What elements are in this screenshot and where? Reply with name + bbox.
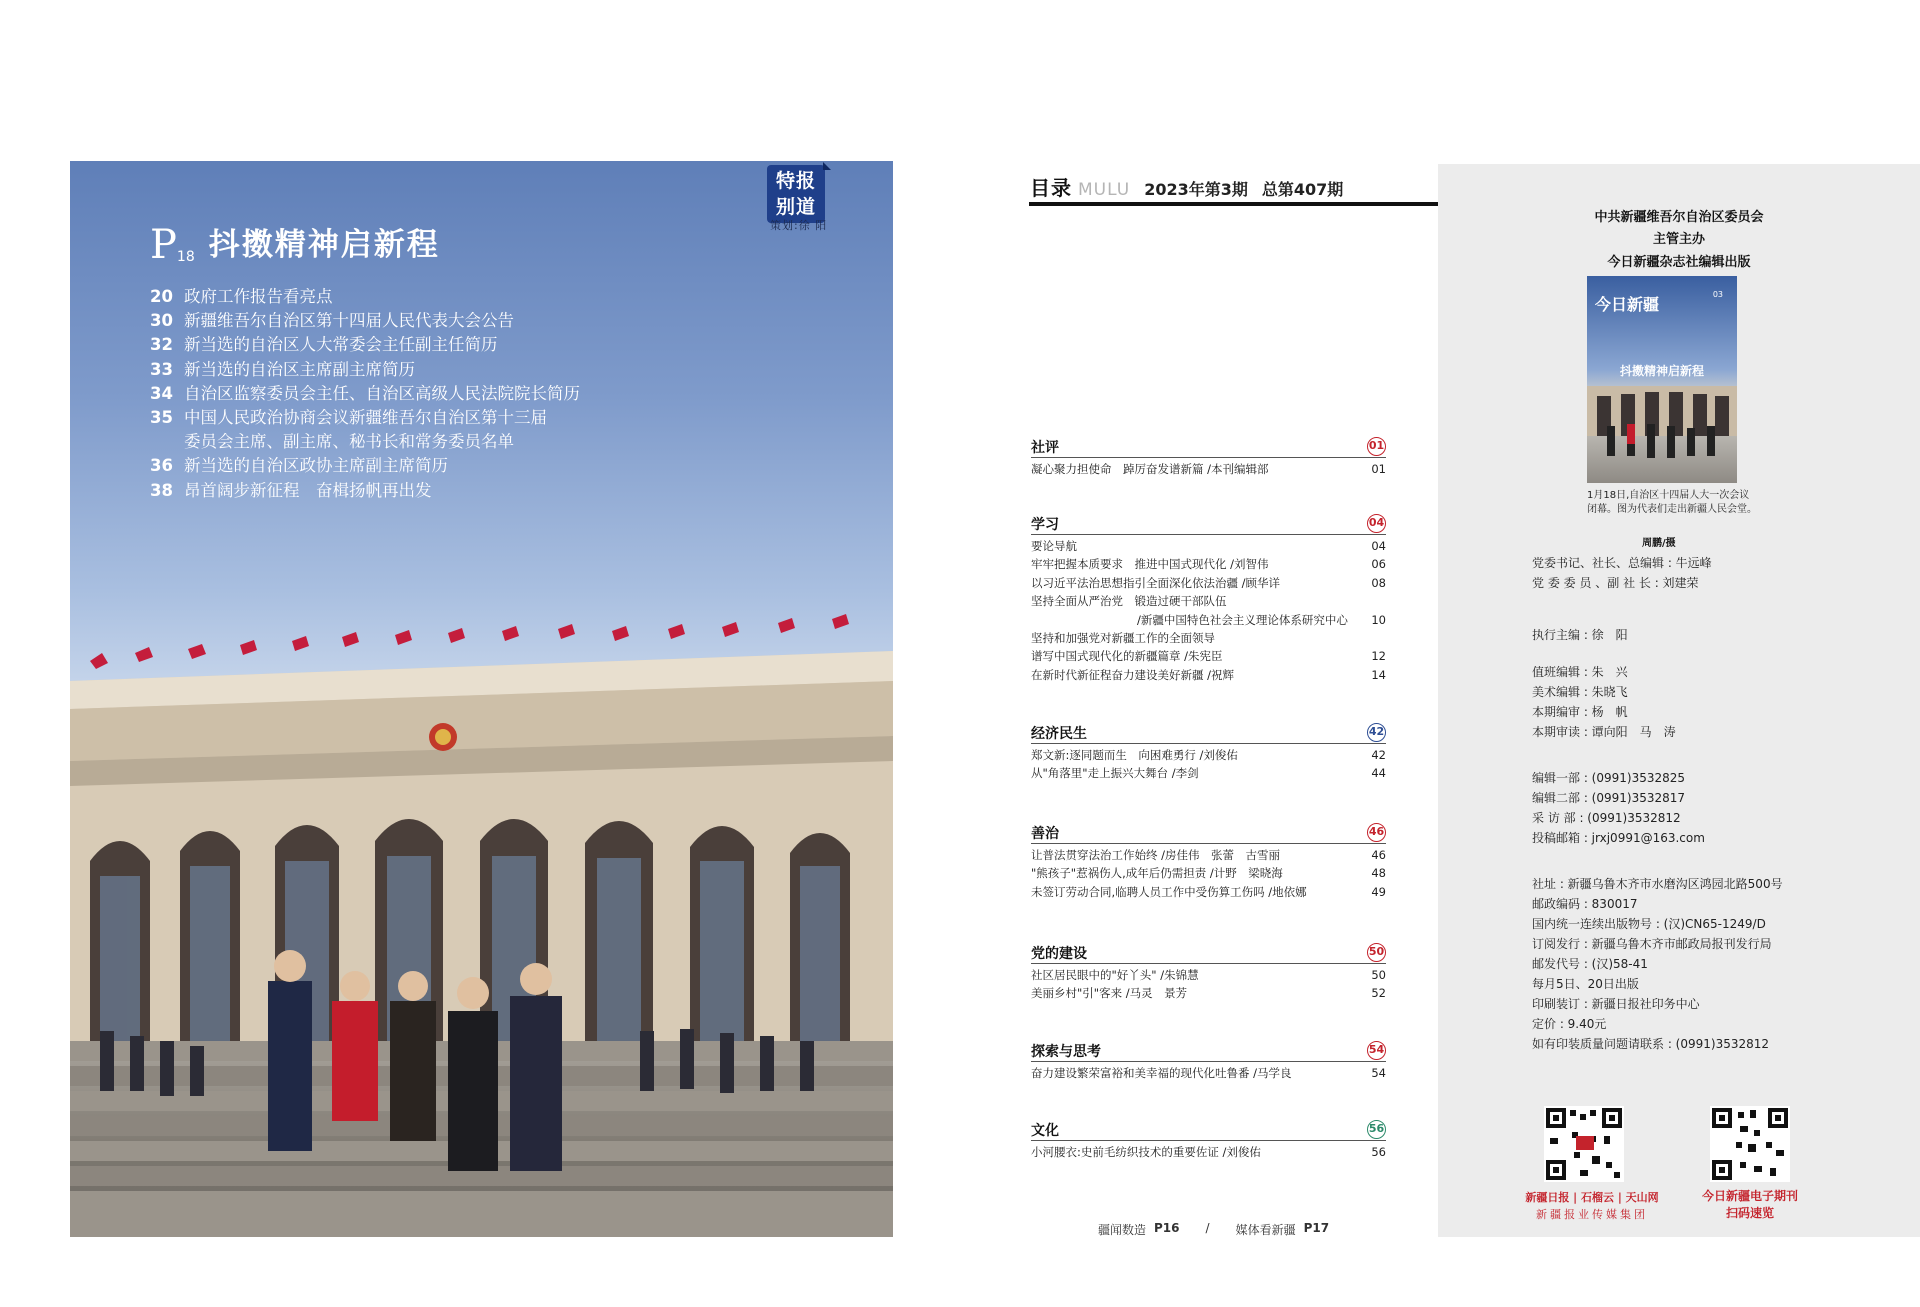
cover-photo xyxy=(1587,276,1737,483)
toc-entry[interactable] xyxy=(1031,537,1386,555)
toc-entry[interactable] xyxy=(1031,574,1386,592)
feature-item-page: 32 xyxy=(150,335,173,355)
section-page-badge: 56 xyxy=(1367,1120,1386,1139)
feature-item-page: 36 xyxy=(150,456,173,476)
qr-code-icon xyxy=(1544,1106,1624,1182)
qr-caption xyxy=(1690,1188,1810,1222)
info-line: 订阅发行 : 新疆乌鲁木齐市邮政局报刊发行局 xyxy=(1532,937,1772,951)
section-name: 学习 xyxy=(1031,516,1059,533)
feature-item-title: 自治区监察委员会主任、自治区高级人民法院院长简历 xyxy=(184,383,580,403)
crosslink-label[interactable]: 媒体看新疆 xyxy=(1235,1223,1296,1237)
issue-number: 2023年第3期 xyxy=(1144,180,1248,199)
toc-entry[interactable] xyxy=(1031,647,1386,665)
cover-magazine-name: 今日新疆 xyxy=(1595,295,1660,314)
badge-line-1: 特报 xyxy=(775,170,816,192)
media-group-logos xyxy=(1512,1189,1672,1223)
info-line: 如有印装质量问题请联系 : (0991)3532812 xyxy=(1532,1037,1770,1051)
feature-item-title: 新当选的自治区人大常委会主任副主任简历 xyxy=(184,335,498,355)
logos-brand-line: 新疆日报 | 石榴云 | 天山网 xyxy=(1525,1191,1659,1204)
section-page-badge: 42 xyxy=(1367,723,1386,742)
feature-item-page: 35 xyxy=(150,408,173,428)
cover-caption: 1月18日,自治区十四届人大一次会议闭幕。图为代表们走出新疆人民会堂。 xyxy=(1587,490,1757,515)
feature-item[interactable] xyxy=(150,309,784,333)
toc-entry-page: 14 xyxy=(1371,667,1386,682)
total-issue-number: 总第407期 xyxy=(1261,180,1344,199)
bottom-crosslinks xyxy=(1098,1221,1329,1238)
toc-entry-title: 郑文新:逐同题而生 向困难勇行 /刘俊佑 xyxy=(1031,748,1238,762)
toc-entry[interactable] xyxy=(1031,966,1386,984)
crosslink-label[interactable]: 疆闻数造 xyxy=(1098,1223,1147,1237)
toc-entry[interactable] xyxy=(1031,883,1386,901)
section-name: 探索与思考 xyxy=(1031,1043,1101,1060)
toc-entry-title: 凝心聚力担使命 踔厉奋发谱新篇 /本刊编辑部 xyxy=(1031,462,1269,476)
toc-entry-title: 要论导航 xyxy=(1031,539,1077,553)
contact-line: 采 访 部 : (0991)3532812 xyxy=(1532,811,1681,825)
qr-code-right[interactable] xyxy=(1710,1106,1790,1182)
section-header[interactable] xyxy=(1031,722,1386,744)
contact-line: 编辑二部 : (0991)3532817 xyxy=(1532,791,1686,805)
logos-group-name: 新疆报业传媒集团 xyxy=(1536,1208,1648,1221)
toc-entry[interactable] xyxy=(1031,629,1386,647)
staff-line: 党委书记、社长、总编辑 : 牛远峰 xyxy=(1532,556,1712,570)
section-header[interactable] xyxy=(1031,1040,1386,1062)
crosslink-page: P16 xyxy=(1154,1221,1180,1235)
section-name: 善治 xyxy=(1031,825,1059,842)
feature-item-title: 新当选的自治区政协主席副主席简历 xyxy=(184,456,448,476)
toc-entry-page: 48 xyxy=(1371,866,1386,881)
feature-item-title: 新当选的自治区主席副主席简历 xyxy=(184,359,415,379)
info-line: 社址 : 新疆乌鲁木齐市水磨沟区鸿园北路500号 xyxy=(1532,877,1783,891)
toc-entry[interactable] xyxy=(1031,592,1386,610)
toc-entry-page: 56 xyxy=(1371,1145,1386,1159)
planner-credit: 策划:徐 阳 xyxy=(770,219,828,232)
toc-entry[interactable] xyxy=(1031,746,1386,764)
toc-entry-page: 46 xyxy=(1371,848,1386,862)
feature-article-list xyxy=(150,285,784,503)
publisher-line-2: 主管主办 xyxy=(1652,232,1705,247)
feature-item[interactable] xyxy=(150,479,784,503)
toc-entry-title: 未签订劳动合同,临聘人员工作中受伤算工伤吗 /地依娜 xyxy=(1031,884,1307,899)
feature-photo xyxy=(70,161,893,1237)
feature-item-page: 34 xyxy=(150,383,173,403)
feature-item-title: 昂首阔步新征程 奋楫扬帆再出发 xyxy=(184,480,432,500)
toc-entry-page: 12 xyxy=(1371,649,1386,664)
toc-entry-title: 在新时代新征程奋力建设美好新疆 /祝辉 xyxy=(1031,667,1235,682)
toc-entry[interactable] xyxy=(1031,666,1386,684)
staff-group-editors xyxy=(1532,662,1676,742)
toc-section-party-building xyxy=(1031,942,1386,1003)
qr-code-icon xyxy=(1710,1106,1790,1182)
staff-line: 本期审读 : 谭向阳 马 涛 xyxy=(1532,725,1676,739)
toc-entry-page xyxy=(1366,629,1386,647)
qr-caption-line-1: 今日新疆电子期刊 xyxy=(1701,1189,1798,1203)
toc-entry-page: 54 xyxy=(1371,1066,1386,1080)
toc-section-editorial xyxy=(1031,436,1386,478)
toc-entry[interactable] xyxy=(1031,764,1386,782)
toc-entry-title: 社区居民眼中的"好丫头" /朱锦慧 xyxy=(1031,968,1199,982)
staff-line: 党 委 委 员 、副 社 长 : 刘建荣 xyxy=(1532,576,1699,590)
photographer-credit: 周鹏/摄 xyxy=(1642,538,1676,549)
publisher-line-3: 今日新疆杂志社编辑出版 xyxy=(1607,255,1751,270)
feature-title: 抖擞精神启新程 xyxy=(208,227,440,263)
toc-header xyxy=(1030,172,1343,201)
staff-group-contacts xyxy=(1532,768,1705,848)
info-line: 邮政编码 : 830017 xyxy=(1532,897,1638,911)
section-page-badge: 01 xyxy=(1367,437,1386,456)
section-page-badge: 04 xyxy=(1367,514,1386,533)
feature-item-title: 政府工作报告看亮点 xyxy=(184,287,333,306)
toc-entry-title: "熊孩子"惹祸伤人,成年后仍需担责 /计野 梁晓海 xyxy=(1031,866,1283,881)
section-name: 文化 xyxy=(1031,1122,1059,1139)
info-line: 印刷装订 : 新疆日报社印务中心 xyxy=(1532,997,1700,1011)
info-line: 定价 : 9.40元 xyxy=(1532,1017,1607,1031)
feature-item-title: 中国人民政治协商会议新疆维吾尔自治区第十三届 xyxy=(184,408,547,428)
contact-line: 编辑一部 : (0991)3532825 xyxy=(1532,771,1686,785)
feature-item-page xyxy=(150,430,184,454)
section-page-badge: 54 xyxy=(1367,1041,1386,1060)
info-line: 邮发代号 : (汉)58-41 xyxy=(1532,957,1648,971)
publisher-line-1: 中共新疆维吾尔自治区委员会 xyxy=(1594,210,1764,225)
feature-item[interactable] xyxy=(150,430,784,454)
toc-entry[interactable] xyxy=(1031,1143,1386,1161)
staff-group-executive xyxy=(1532,625,1628,645)
toc-entry-page: 01 xyxy=(1371,462,1386,476)
toc-entry-title: 从"角落里"走上振兴大舞台 /李剑 xyxy=(1031,766,1199,781)
toc-entry-page: 49 xyxy=(1371,884,1386,899)
special-report-badge xyxy=(767,165,825,223)
toc-entry-page: 42 xyxy=(1371,748,1386,762)
toc-entry-page: 52 xyxy=(1371,986,1386,1001)
feature-heading xyxy=(150,222,440,268)
section-header[interactable] xyxy=(1031,513,1386,535)
section-name: 经济民生 xyxy=(1031,725,1087,742)
crosslink-page: P17 xyxy=(1303,1221,1330,1235)
toc-section-study xyxy=(1031,513,1386,684)
section-page-badge: 50 xyxy=(1367,943,1386,962)
toc-entry[interactable] xyxy=(1031,846,1386,864)
section-header[interactable] xyxy=(1031,942,1386,964)
feature-item[interactable] xyxy=(150,358,784,382)
toc-entry-title: 坚持和加强党对新疆工作的全面领导 xyxy=(1031,631,1215,646)
badge-corner xyxy=(823,162,831,170)
toc-title-latin: MULU xyxy=(1078,180,1131,200)
toc-entry[interactable] xyxy=(1031,611,1386,629)
page-number: 18 xyxy=(176,249,195,265)
page-prefix: P xyxy=(150,222,177,268)
toc-entry-page: 44 xyxy=(1371,766,1386,781)
toc-entry-title: 牢牢把握本质要求 推进中国式现代化 /刘智伟 xyxy=(1031,557,1269,572)
feature-item-page: 33 xyxy=(150,359,173,379)
contact-email[interactable]: 投稿邮箱 : jrxj0991@163.com xyxy=(1532,831,1705,845)
feature-item[interactable] xyxy=(150,454,784,478)
section-page-badge: 46 xyxy=(1367,823,1386,842)
toc-section-culture xyxy=(1031,1119,1386,1161)
toc-entry-page xyxy=(1366,592,1386,610)
crosslink-separator: / xyxy=(1205,1221,1210,1235)
badge-line-2: 别道 xyxy=(775,196,816,218)
section-header[interactable] xyxy=(1031,1119,1386,1141)
toc-section-governance xyxy=(1031,822,1386,901)
section-header[interactable] xyxy=(1031,822,1386,844)
toc-entry-title: 美丽乡村"引"客来 /马灵 景芳 xyxy=(1031,986,1188,1001)
section-header[interactable] xyxy=(1031,436,1386,458)
toc-entry-title: 坚持全面从严治党 锻造过硬干部队伍 xyxy=(1031,594,1227,609)
feature-item[interactable] xyxy=(150,333,784,357)
cover-headline: 抖擞精神启新程 xyxy=(1619,364,1704,378)
info-line: 国内统一连续出版物号 : (汉)CN65-1249/D xyxy=(1532,917,1766,931)
feature-item[interactable] xyxy=(150,285,784,309)
qr-code-left[interactable] xyxy=(1544,1106,1624,1182)
toc-section-economy xyxy=(1031,722,1386,783)
toc-entry-title: 小河腰衣:史前毛纺织技术的重要佐证 /刘俊佑 xyxy=(1031,1145,1261,1159)
toc-entry-page: 04 xyxy=(1371,539,1386,553)
toc-entry-title: /新疆中国特色社会主义理论体系研究中心 xyxy=(1137,612,1348,627)
feature-item-title: 委员会主席、副主席、秘书长和常务委员名单 xyxy=(184,432,514,452)
toc-entry[interactable] xyxy=(1031,460,1386,478)
feature-item[interactable] xyxy=(150,382,784,406)
staff-line: 执行主编 : 徐 阳 xyxy=(1532,628,1628,642)
toc-title: 目录 xyxy=(1030,176,1072,200)
feature-item-title: 新疆维吾尔自治区第十四届人民代表大会公告 xyxy=(184,311,514,331)
staff-group-leadership xyxy=(1532,553,1712,593)
staff-line: 美术编辑 : 朱晓飞 xyxy=(1532,685,1628,699)
section-name: 社评 xyxy=(1031,439,1059,456)
toc-entry[interactable] xyxy=(1031,1064,1386,1082)
qr-caption-line-2: 扫码速览 xyxy=(1725,1206,1774,1220)
toc-section-exploration xyxy=(1031,1040,1386,1082)
toc-entry[interactable] xyxy=(1031,864,1386,882)
feature-item-page: 30 xyxy=(150,311,173,331)
toc-entry-page: 08 xyxy=(1371,575,1386,590)
toc-entry[interactable] xyxy=(1031,555,1386,573)
staff-line: 本期编审 : 杨 帆 xyxy=(1532,705,1628,719)
toc-entry-title: 谱写中国式现代化的新疆篇章 /朱宪臣 xyxy=(1031,649,1223,664)
toc-entry-page: 10 xyxy=(1371,612,1386,627)
section-name: 党的建设 xyxy=(1031,945,1087,962)
staff-group-publication-info xyxy=(1532,874,1783,1054)
toc-entry-title: 让普法贯穿法治工作始终 /房佳伟 张蕾 古雪丽 xyxy=(1031,848,1281,862)
feature-item[interactable] xyxy=(150,406,784,430)
staff-line: 值班编辑 : 朱 兴 xyxy=(1532,665,1628,679)
masthead-panel xyxy=(1438,164,1920,1237)
toc-entry-title: 以习近平法治思想指引全面深化依法治疆 /顾华详 xyxy=(1031,575,1281,590)
toc-divider xyxy=(1029,202,1439,206)
toc-entry-page: 06 xyxy=(1371,557,1386,572)
feature-item-page: 38 xyxy=(150,480,173,500)
feature-item-page: 20 xyxy=(150,287,173,306)
info-line: 每月5日、20日出版 xyxy=(1532,977,1639,991)
cover-thumbnail xyxy=(1587,276,1737,483)
toc-entry-title: 奋力建设繁荣富裕和美幸福的现代化吐鲁番 /马学良 xyxy=(1031,1066,1292,1080)
toc-entry[interactable] xyxy=(1031,984,1386,1002)
toc-entry-page: 50 xyxy=(1371,968,1386,982)
cover-issue-number: 03 xyxy=(1712,290,1723,299)
